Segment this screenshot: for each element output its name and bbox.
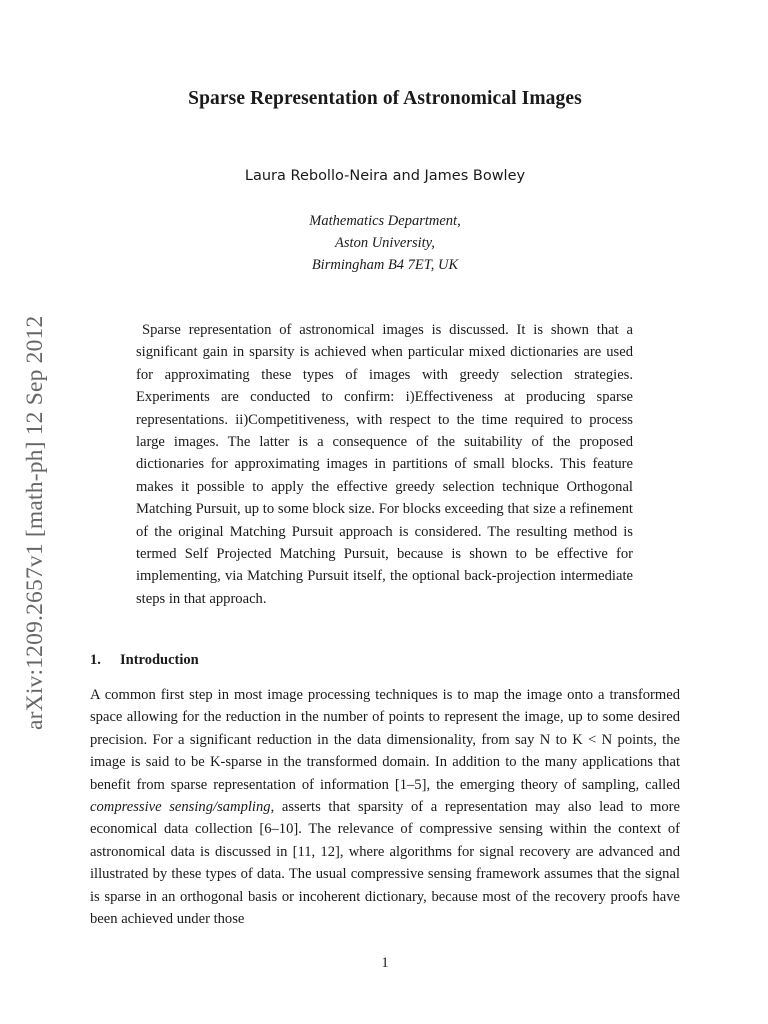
section-heading-introduction [90,652,199,669]
affiliation-block [90,210,680,276]
intro-text-part1: A common first step in most image processing techniques is to map the image onto a transformed space allowing for the reduction in the number of points to represent the image, up to some desired precision. For a significant reduction in the data dimensionality, from say N to K < N points, the image is said to be K-sparse in the transformed domain. In addition to the many applications that benefit from sparse representation of information [1–5], the emerging theory of sampling, called [90,687,680,793]
section-number: 1. [90,652,101,668]
author-list: Laura Rebollo-Neira and James Bowley [244,168,526,184]
affiliation-university: Aston University, [335,235,435,251]
intro-emphasis: compressive sensing/sampling [90,799,271,816]
introduction-paragraph [90,684,680,930]
paper-title: Sparse Representation of Astronomical Images [188,88,582,109]
intro-text-part2: , asserts that sparsity of a representation may also lead to more economical data collection [6–10]. The relevance of compressive sensing within the context of astronomical data is discussed in [11, 12], where algorithms for signal recovery are advanced and illustrated by these types of data. The usual compressive sensing framework assumes that the signal is sparse in an orthogonal basis or incoherent dictionary, because most of the recovery proofs have been achieved under those [90,799,681,928]
affiliation-address: Birmingham B4 7ET, UK [311,257,459,273]
section-title: Introduction [120,652,199,668]
abstract-paragraph: Sparse representation of astronomical images is discussed. It is shown that a significant gain in sparsity is achieved when particular mixed dictionaries are used for approximating these types of images with greedy selection strategies. Experiments are conducted to confirm: i)Effectiveness at producing sparse representations. ii)Competitiveness, with respect to the time required to process large images. The latter is a consequence of the suitability of the proposed dictionaries for approximating images in partitions of small blocks. This feature makes it possible to apply the effective greedy selection technique Orthogonal Matching Pursuit, up to some block size. For blocks exceeding that size a refinement of the original Matching Pursuit approach is considered. The resulting method is termed Self Projected Matching Pursuit, because is shown to be effective for implementing, via Matching Pursuit itself, the optional back-projection intermediate steps in that approach. [136,322,633,607]
affiliation-department: Mathematics Department, [309,213,461,229]
arxiv-margin-stamp: arXiv:1209.2657v1 [math-ph] 12 Sep 2012 [22,315,48,730]
page-number: 1 [381,955,389,971]
